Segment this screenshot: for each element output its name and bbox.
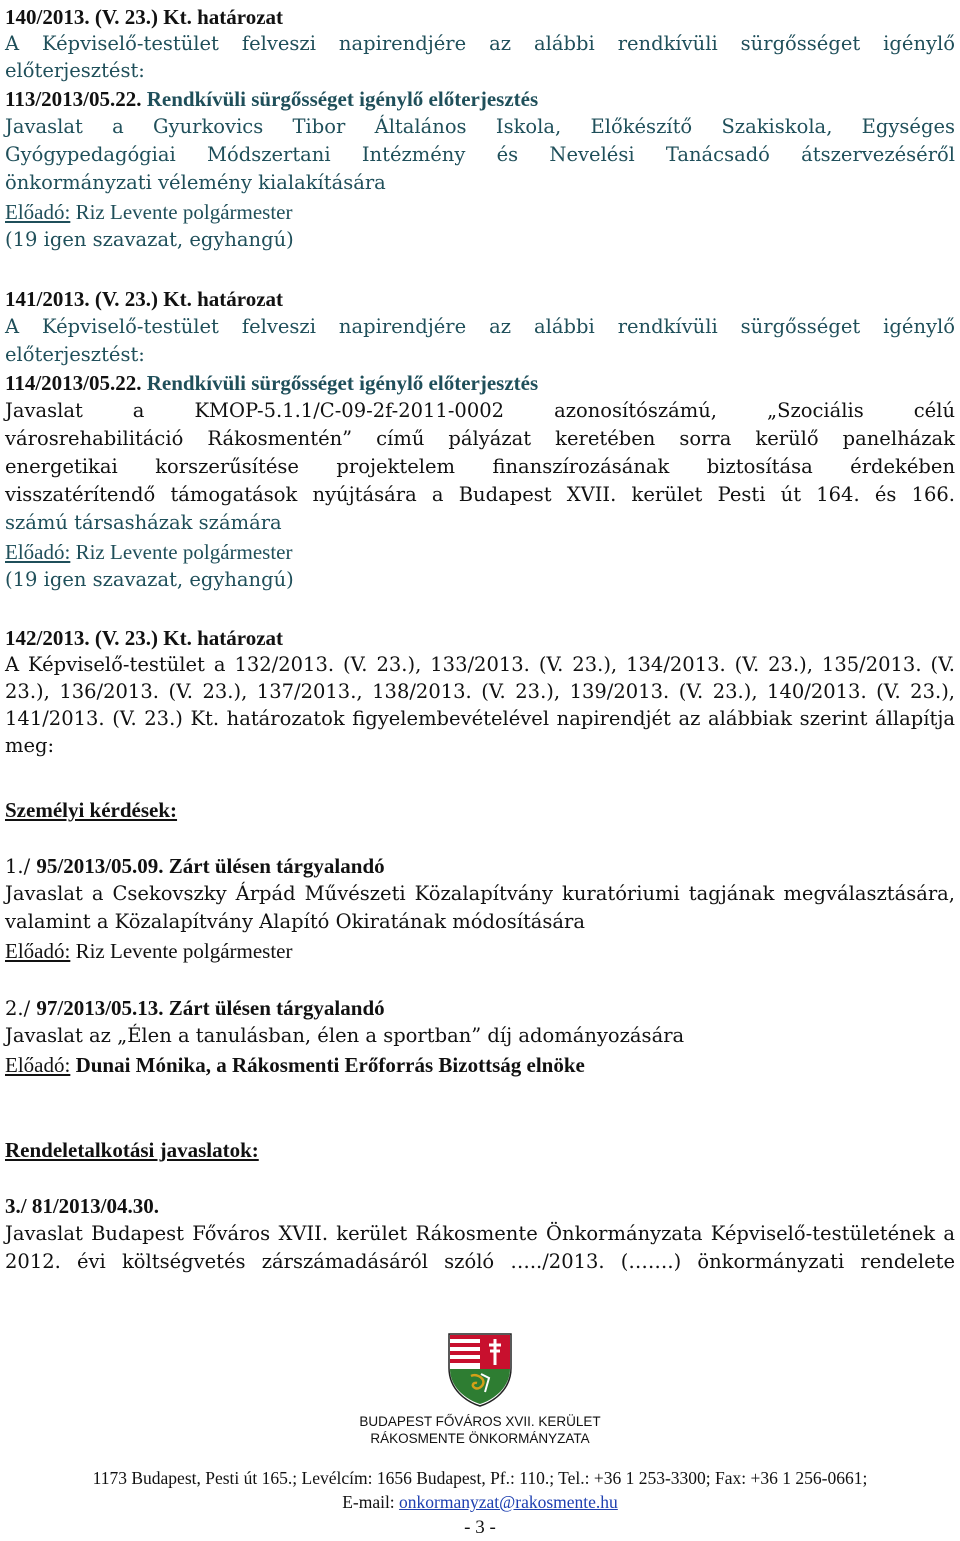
agenda-item-desc: Javaslat az „Élen a tanulásban, élen a sportban” díj adományozására: [5, 1024, 685, 1047]
item-number: 1./: [5, 855, 37, 878]
decree-desc: Javaslat Budapest Főváros XVII. kerület Rákosmente Önkormányzata Képviselő-testületének a: [5, 1222, 955, 1245]
presenter-name: Riz Levente polgármester: [70, 540, 293, 564]
agenda-item-2: [5, 995, 955, 1022]
presenter-line: [5, 539, 955, 565]
agenda-item-title: [5, 86, 955, 113]
agenda-item-desc: energetikai korszerűsítése projektelem finanszírozásának biztosítása érdekében: [5, 455, 955, 478]
presenter-label: Előadó:: [5, 939, 71, 963]
presenter-label: Előadó:: [5, 1053, 71, 1077]
agenda-item-desc: Gyógypedagógiai Módszertani Intézmény és Nevelési Tanácsadó átszervezéséről: [5, 143, 955, 166]
municipality-coat-of-arms-icon: [441, 1330, 519, 1408]
resolution-header-141: 141/2013. (V. 23.) Kt. határozat: [5, 287, 284, 311]
resolution-intro-cont: előterjesztést:: [5, 343, 145, 366]
agenda-item-desc: önkormányzati vélemény kialakítására: [5, 171, 386, 194]
resolution-header-140: 140/2013. (V. 23.) Kt. határozat: [5, 5, 284, 29]
agenda-item-label: Rendkívüli sürgősséget igénylő előterjesztés: [141, 87, 539, 111]
decree-item-code: 3./ 81/2013/04.30.: [5, 1194, 160, 1218]
resolution-text: 23.), 136/2013. (V. 23.), 137/2013., 138/2013. (V. 23.), 139/2013. (V. 23.), 140/2013. (V. 23.),: [5, 680, 955, 703]
section-heading-personal: Személyi kérdések:: [5, 798, 178, 822]
presenter-name: Riz Levente polgármester: [70, 200, 293, 224]
agenda-item-desc: Javaslat a KMOP-5.1.1/C-09-2f-2011-0002 azonosítószámú, „Szociális célú: [5, 399, 955, 422]
vote-result: (19 igen szavazat, egyhangú): [5, 228, 294, 251]
presenter-label: Előadó:: [5, 200, 71, 224]
agenda-item-desc: Javaslat a Gyurkovics Tibor Általános Iskola, Előkészítő Szakiskola, Egységes: [5, 115, 955, 138]
resolution-intro: A Képviselő-testület felveszi napirendjére az alábbi rendkívüli sürgősséget igénylő: [5, 315, 955, 338]
presenter-name: Riz Levente polgármester: [70, 939, 293, 963]
agenda-item-label: Rendkívüli sürgősséget igénylő előterjesztés: [141, 371, 539, 395]
vote-result: (19 igen szavazat, egyhangú): [5, 568, 294, 591]
footer-email-label: E-mail:: [342, 1492, 400, 1512]
agenda-item-code: 114/2013/05.22.: [5, 371, 142, 395]
resolution-text: meg:: [5, 734, 55, 757]
presenter-line: [5, 938, 955, 964]
item-code: 97/2013/05.13. Zárt ülésen tárgyalandó: [36, 996, 385, 1020]
agenda-item-title: [5, 370, 955, 397]
item-number: 2./: [5, 997, 37, 1020]
page-number: - 3 -: [464, 1517, 496, 1538]
resolution-intro: A Képviselő-testület felveszi napirendjére az alábbi rendkívüli sürgősséget igénylő: [5, 32, 955, 55]
agenda-item-code: 113/2013/05.22.: [5, 87, 142, 111]
resolution-text: A Képviselő-testület a 132/2013. (V. 23.), 133/2013. (V. 23.), 134/2013. (V. 23.), 135/2013. (V.: [5, 653, 955, 676]
presenter-name: Dunai Mónika, a Rákosmenti Erőforrás Bizottság elnöke: [70, 1053, 585, 1077]
footer-email-line: [0, 1491, 960, 1513]
footer-address: 1173 Budapest, Pesti út 165.; Levélcím: 1656 Budapest, Pf.: 110.; Tel.: +36 1 253-3300; Fax: +36 1 256-0661;: [92, 1468, 868, 1488]
agenda-item-desc: valamint a Közalapítvány Alapító Okiratának módosítására: [5, 910, 585, 933]
section-heading-decree: Rendeletalkotási javaslatok:: [5, 1138, 259, 1162]
presenter-line: [5, 199, 955, 225]
decree-desc: 2012. évi költségvetés zárszámadásáról szóló …../2013. (…….) önkormányzati rendelete: [5, 1250, 955, 1273]
presenter-line: [5, 1052, 955, 1078]
agenda-item-desc: városrehabilitáció Rákosmentén” című pályázat keretében sorra kerülő panelházak: [5, 427, 955, 450]
agenda-item-1: [5, 853, 955, 880]
resolution-intro-cont: előterjesztést:: [5, 59, 145, 82]
footer-org-line: BUDAPEST FŐVÁROS XVII. KERÜLET: [359, 1414, 601, 1429]
item-code: 95/2013/05.09. Zárt ülésen tárgyalandó: [36, 854, 385, 878]
agenda-item-desc: Javaslat a Csekovszky Árpád Művészeti Közalapítvány kuratóriumi tagjának megválasztására,: [5, 882, 955, 905]
resolution-header-142: 142/2013. (V. 23.) Kt. határozat: [5, 626, 284, 650]
agenda-item-desc: számú társasházak számára: [5, 511, 282, 534]
footer-org-line: RÁKOSMENTE ÖNKORMÁNYZATA: [370, 1431, 590, 1446]
presenter-label: Előadó:: [5, 540, 71, 564]
footer-email-link[interactable]: onkormanyzat@rakosmente.hu: [399, 1492, 618, 1512]
resolution-text: 141/2013. (V. 23.) Kt. határozatok figyelembevételével napirendjét az alábbiak szerint állapítja: [5, 707, 955, 730]
agenda-item-desc: visszatérítendő támogatások nyújtására a Budapest XVII. kerület Pesti út 164. és 166.: [5, 483, 955, 506]
